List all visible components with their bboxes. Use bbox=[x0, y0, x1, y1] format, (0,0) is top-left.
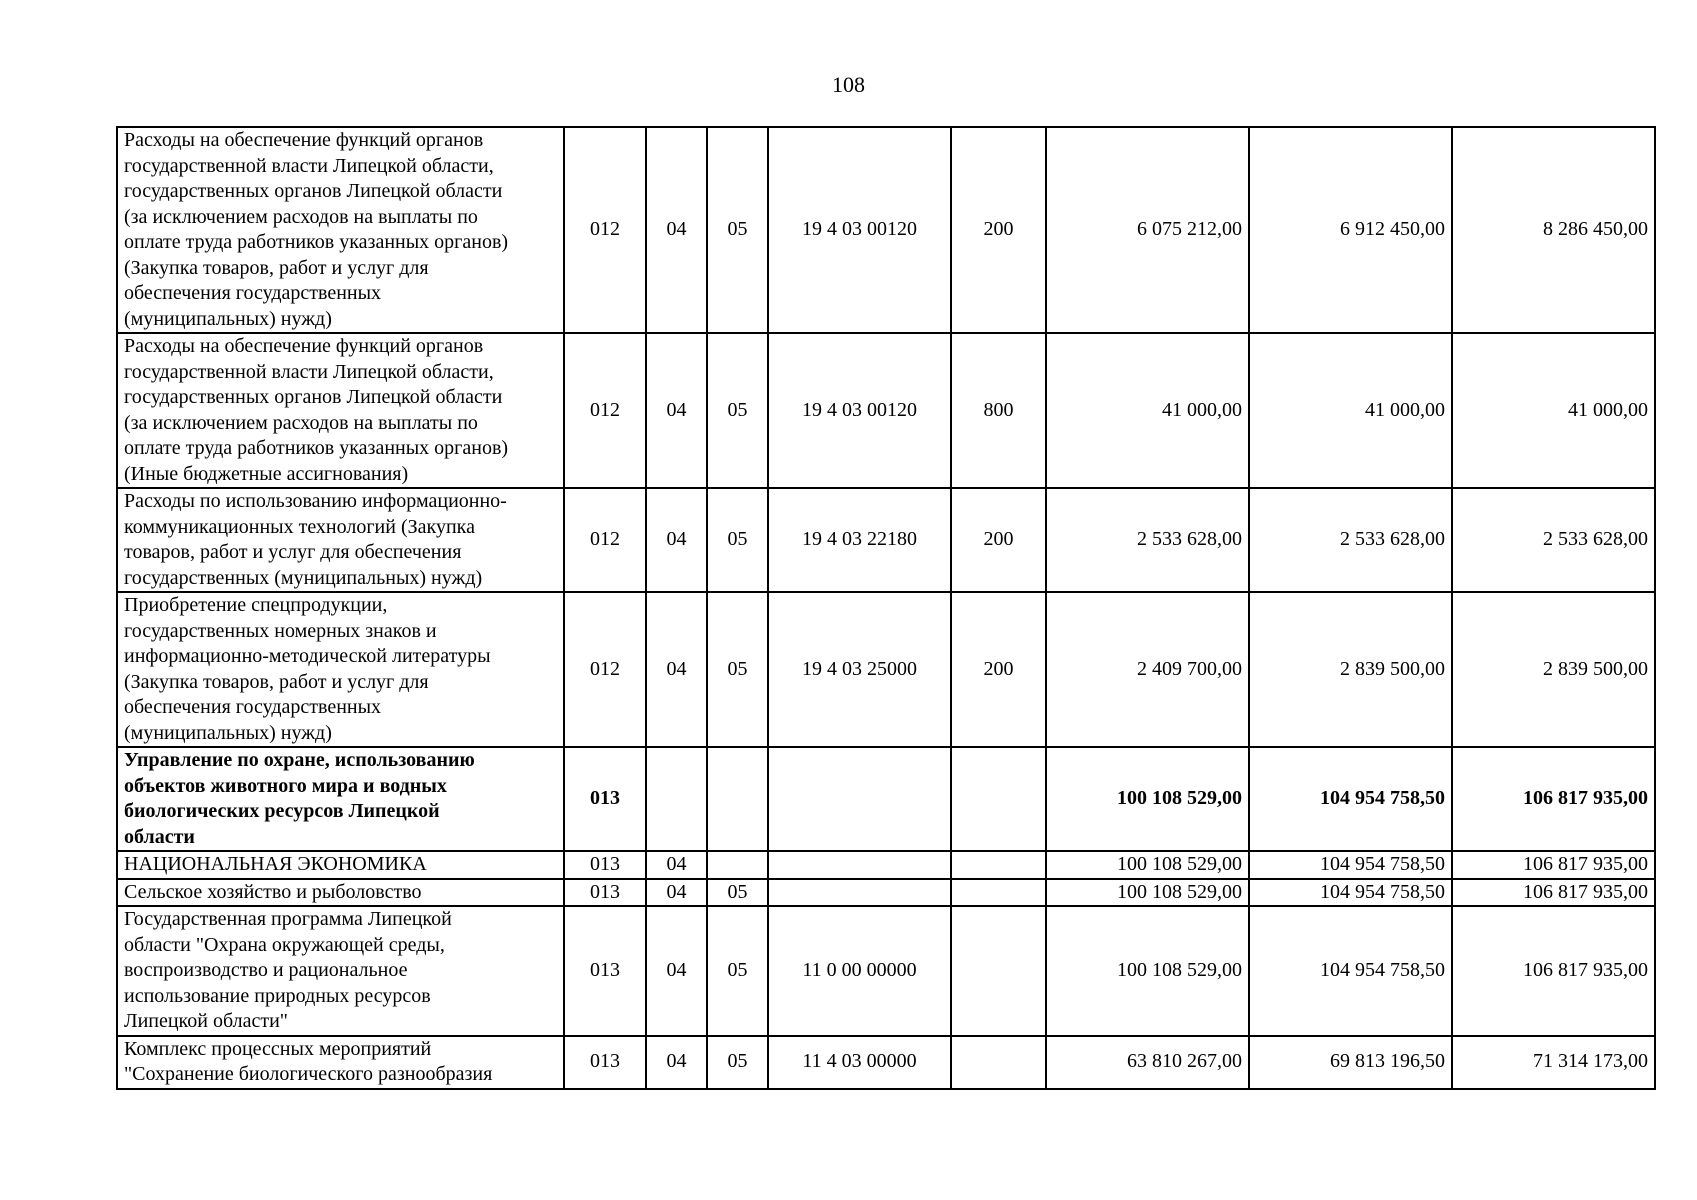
item-name-line: использование природных ресурсов bbox=[124, 984, 431, 1007]
expense-type-cell: 200 bbox=[951, 127, 1046, 333]
ministry-code-cell: 012 bbox=[564, 488, 646, 592]
item-name-line: области bbox=[124, 825, 195, 848]
amount-year-3-cell: 71 314 173,00 bbox=[1452, 1036, 1655, 1089]
item-name-line: Сельское хозяйство и рыболовство bbox=[124, 880, 422, 903]
item-name-cell bbox=[117, 906, 564, 1036]
item-name-line: (муниципальных) нужд) bbox=[124, 721, 332, 744]
budget-table bbox=[116, 126, 1656, 1090]
expense-type-cell bbox=[951, 747, 1046, 851]
item-name-cell bbox=[117, 592, 564, 747]
amount-year-3-cell: 106 817 935,00 bbox=[1452, 879, 1655, 907]
table-row bbox=[117, 747, 1655, 851]
item-name-line: (Иные бюджетные ассигнования) bbox=[124, 462, 409, 485]
item-name-line: (Закупка товаров, работ и услуг для bbox=[124, 256, 429, 279]
amount-year-1-cell: 63 810 267,00 bbox=[1046, 1036, 1249, 1089]
section-code-cell: 04 bbox=[646, 851, 707, 879]
section-code-cell: 04 bbox=[646, 333, 707, 488]
item-name-line: Расходы по использованию информационно- bbox=[124, 490, 507, 512]
section-code-cell: 04 bbox=[646, 488, 707, 592]
target-article-cell: 11 4 03 00000 bbox=[768, 1036, 951, 1089]
item-name-line: биологических ресурсов Липецкой bbox=[124, 800, 440, 822]
subsection-code-cell: 05 bbox=[707, 592, 768, 747]
amount-year-1-cell: 2 533 628,00 bbox=[1046, 488, 1249, 592]
item-name-line: Липецкой области" bbox=[124, 1010, 288, 1032]
amount-year-1-cell: 41 000,00 bbox=[1046, 333, 1249, 488]
item-name-line: государственной власти Липецкой области, bbox=[124, 154, 494, 177]
page-number: 108 bbox=[832, 72, 865, 97]
amount-year-3-cell: 106 817 935,00 bbox=[1452, 851, 1655, 879]
amount-year-1-cell: 100 108 529,00 bbox=[1046, 747, 1249, 851]
subsection-code-cell: 05 bbox=[707, 333, 768, 488]
item-name-line: (Закупка товаров, работ и услуг для bbox=[124, 670, 429, 693]
section-code-cell: 04 bbox=[646, 906, 707, 1036]
item-name-line: области "Охрана окружающей среды, bbox=[124, 933, 445, 956]
item-name-line: Расходы на обеспечение функций органов bbox=[124, 129, 484, 151]
item-name-line: Приобретение спецпродукции, bbox=[124, 594, 388, 616]
table-row bbox=[117, 592, 1655, 747]
item-name-line: коммуникационных технологий (Закупка bbox=[124, 515, 475, 538]
amount-year-2-cell: 2 533 628,00 bbox=[1249, 488, 1452, 592]
item-name-line: обеспечения государственных bbox=[124, 282, 382, 304]
ministry-code-cell: 012 bbox=[564, 592, 646, 747]
table-row bbox=[117, 127, 1655, 333]
item-name-line: "Сохранение биологического разнообразия bbox=[124, 1063, 493, 1085]
item-name-cell bbox=[117, 127, 564, 333]
amount-year-3-cell: 8 286 450,00 bbox=[1452, 127, 1655, 333]
item-name-line: воспроизводство и рациональное bbox=[124, 959, 408, 981]
item-name-line: государственных органов Липецкой области bbox=[124, 180, 503, 202]
item-name-line: государственной власти Липецкой области, bbox=[124, 360, 494, 383]
ministry-code-cell: 013 bbox=[564, 1036, 646, 1089]
amount-year-2-cell: 69 813 196,50 bbox=[1249, 1036, 1452, 1089]
item-name-line: информационно-методической литературы bbox=[124, 645, 491, 667]
amount-year-3-cell: 106 817 935,00 bbox=[1452, 747, 1655, 851]
subsection-code-cell bbox=[707, 747, 768, 851]
ministry-code-cell: 012 bbox=[564, 127, 646, 333]
amount-year-1-cell: 2 409 700,00 bbox=[1046, 592, 1249, 747]
section-code-cell bbox=[646, 747, 707, 851]
item-name-line: обеспечения государственных bbox=[124, 696, 382, 718]
table-row bbox=[117, 333, 1655, 488]
ministry-code-cell: 013 bbox=[564, 906, 646, 1036]
item-name-line: оплате труда работников указанных органов) bbox=[124, 231, 509, 253]
target-article-cell bbox=[768, 879, 951, 907]
amount-year-2-cell: 104 954 758,50 bbox=[1249, 906, 1452, 1036]
amount-year-2-cell: 41 000,00 bbox=[1249, 333, 1452, 488]
item-name-line: государственных органов Липецкой области bbox=[124, 386, 503, 408]
target-article-cell bbox=[768, 851, 951, 879]
subsection-code-cell: 05 bbox=[707, 127, 768, 333]
item-name-line: (за исключением расходов на выплаты по bbox=[124, 411, 478, 434]
item-name-line: (за исключением расходов на выплаты по bbox=[124, 205, 478, 228]
target-article-cell: 19 4 03 00120 bbox=[768, 333, 951, 488]
table-row bbox=[117, 906, 1655, 1036]
target-article-cell: 19 4 03 00120 bbox=[768, 127, 951, 333]
ministry-code-cell: 012 bbox=[564, 333, 646, 488]
subsection-code-cell: 05 bbox=[707, 488, 768, 592]
target-article-cell: 19 4 03 22180 bbox=[768, 488, 951, 592]
subsection-code-cell: 05 bbox=[707, 879, 768, 907]
item-name-line: государственных (муниципальных) нужд) bbox=[124, 566, 483, 589]
subsection-code-cell: 05 bbox=[707, 906, 768, 1036]
ministry-code-cell: 013 bbox=[564, 747, 646, 851]
amount-year-3-cell: 2 839 500,00 bbox=[1452, 592, 1655, 747]
amount-year-2-cell: 104 954 758,50 bbox=[1249, 851, 1452, 879]
item-name-line: Расходы на обеспечение функций органов bbox=[124, 335, 484, 357]
table-row bbox=[117, 879, 1655, 907]
section-code-cell: 04 bbox=[646, 879, 707, 907]
ministry-code-cell: 013 bbox=[564, 851, 646, 879]
item-name-cell bbox=[117, 488, 564, 592]
amount-year-1-cell: 6 075 212,00 bbox=[1046, 127, 1249, 333]
amount-year-3-cell: 2 533 628,00 bbox=[1452, 488, 1655, 592]
item-name-cell bbox=[117, 333, 564, 488]
amount-year-3-cell: 106 817 935,00 bbox=[1452, 906, 1655, 1036]
amount-year-1-cell: 100 108 529,00 bbox=[1046, 851, 1249, 879]
section-code-cell: 04 bbox=[646, 127, 707, 333]
amount-year-2-cell: 104 954 758,50 bbox=[1249, 879, 1452, 907]
table-body bbox=[117, 127, 1655, 1089]
amount-year-2-cell: 6 912 450,00 bbox=[1249, 127, 1452, 333]
item-name-line: НАЦИОНАЛЬНАЯ ЭКОНОМИКА bbox=[124, 853, 427, 875]
expense-type-cell bbox=[951, 906, 1046, 1036]
expense-type-cell bbox=[951, 879, 1046, 907]
subsection-code-cell: 05 bbox=[707, 1036, 768, 1089]
expense-type-cell: 200 bbox=[951, 488, 1046, 592]
ministry-code-cell: 013 bbox=[564, 879, 646, 907]
expense-type-cell: 800 bbox=[951, 333, 1046, 488]
expense-type-cell bbox=[951, 1036, 1046, 1089]
section-code-cell: 04 bbox=[646, 592, 707, 747]
target-article-cell bbox=[768, 747, 951, 851]
item-name-cell bbox=[117, 879, 564, 907]
table-row bbox=[117, 851, 1655, 879]
item-name-line: Комплекс процессных мероприятий bbox=[124, 1037, 432, 1060]
item-name-line: государственных номерных знаков и bbox=[124, 619, 437, 642]
table-row bbox=[117, 1036, 1655, 1089]
item-name-line: (муниципальных) нужд) bbox=[124, 307, 332, 330]
amount-year-2-cell: 104 954 758,50 bbox=[1249, 747, 1452, 851]
item-name-cell bbox=[117, 851, 564, 879]
expense-type-cell bbox=[951, 851, 1046, 879]
target-article-cell: 19 4 03 25000 bbox=[768, 592, 951, 747]
item-name-line: Государственная программа Липецкой bbox=[124, 908, 452, 930]
item-name-cell bbox=[117, 1036, 564, 1089]
amount-year-3-cell: 41 000,00 bbox=[1452, 333, 1655, 488]
item-name-cell bbox=[117, 747, 564, 851]
amount-year-2-cell: 2 839 500,00 bbox=[1249, 592, 1452, 747]
item-name-line: объектов животного мира и водных bbox=[124, 774, 447, 797]
item-name-line: товаров, работ и услуг для обеспечения bbox=[124, 541, 462, 563]
item-name-line: оплате труда работников указанных органов) bbox=[124, 437, 509, 459]
section-code-cell: 04 bbox=[646, 1036, 707, 1089]
expense-type-cell: 200 bbox=[951, 592, 1046, 747]
subsection-code-cell bbox=[707, 851, 768, 879]
amount-year-1-cell: 100 108 529,00 bbox=[1046, 879, 1249, 907]
amount-year-1-cell: 100 108 529,00 bbox=[1046, 906, 1249, 1036]
table-row bbox=[117, 488, 1655, 592]
item-name-line: Управление по охране, использованию bbox=[124, 749, 475, 771]
target-article-cell: 11 0 00 00000 bbox=[768, 906, 951, 1036]
